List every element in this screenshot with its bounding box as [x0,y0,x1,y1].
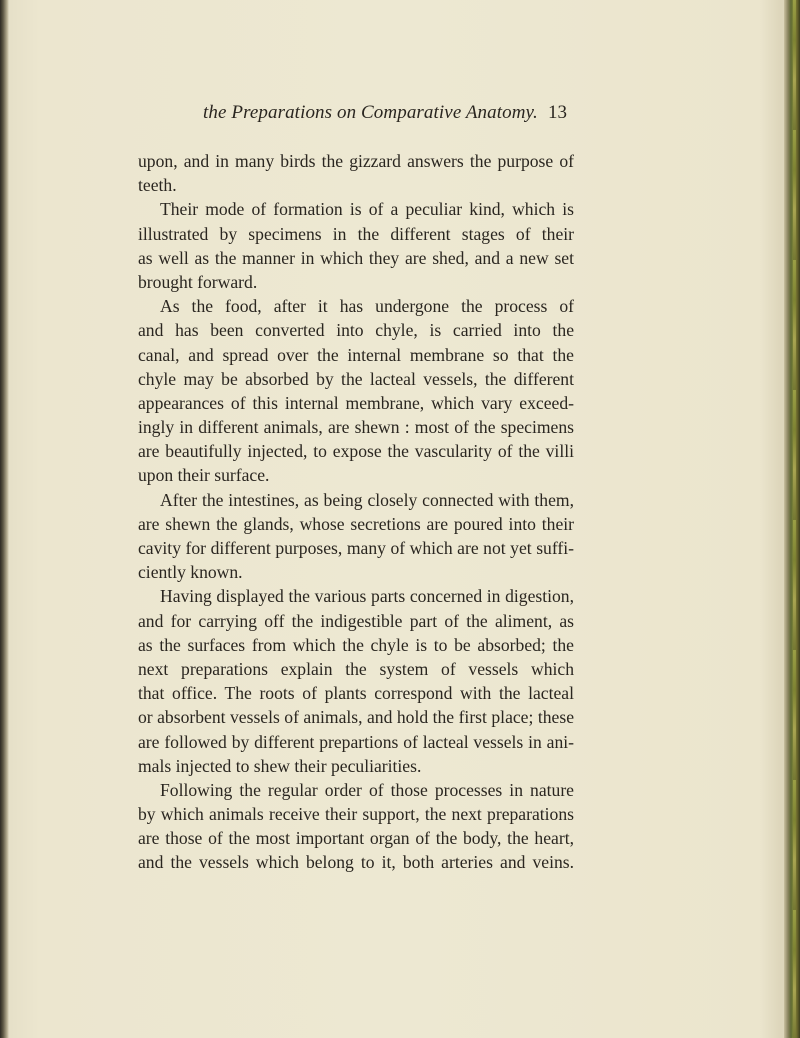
text-line: are beautifully injected, to expose the vascularity of the villi [138,441,574,462]
text-line: as well as the manner in which they are shed, and a new set [138,247,574,268]
text-line: cavity for different purposes, many of which are not yet suffi- [138,538,574,558]
text-line: and for carrying off the indigestible part of the aliment, as [138,610,574,631]
text-line: and the vessels which belong to it, both arteries and veins. [138,852,574,873]
text-line: or absorbent vessels of animals, and hold the first place; these [138,707,574,728]
text-line: are shewn the glands, whose secretions are poured into their [138,513,574,534]
paragraph-first-line: Following the regular order of those processes in nature [160,779,574,800]
page-header [0,100,800,130]
book-edge-binding [784,0,800,1038]
page-gutter-shadow [0,0,9,1038]
text-line: illustrated by specimens in the different stages of their [138,223,574,244]
text-line: upon their surface. [138,465,270,486]
text-line: canal, and spread over the internal membrane so that the [138,344,574,365]
text-line: are those of the most important organ of the body, the heart, [138,828,574,849]
text-line: ingly in different animals, are shewn : most of the specimens [138,417,574,438]
body-text [138,149,574,875]
text-line: by which animals receive their support, the next preparations [138,804,574,825]
text-line: upon, and in many birds the gizzard answers the purpose of [138,151,574,171]
text-line: are followed by different prepartions of lacteal vessels in ani- [138,731,574,752]
running-head: the Preparations on Comparative Anatomy. [203,102,538,123]
paragraph-first-line: As the food, after it has undergone the process of [160,296,574,317]
text-line: appearances of this internal membrane, which vary exceed- [138,392,574,413]
page-number: 13 [548,102,567,123]
text-line: that office. The roots of plants correspond with the lacteal [138,683,574,704]
text-line: ciently known. [138,562,243,583]
text-line: next preparations explain the system of vessels which [138,658,574,679]
book-edge-texture [793,0,796,1038]
paragraph-first-line: After the intestines, as being closely connected with them, [160,489,574,510]
text-line: and has been converted into chyle, is carried into the [138,320,574,341]
text-line: brought forward. [138,271,258,292]
paragraph-first-line: Their mode of formation is of a peculiar kind, which is [160,199,574,220]
text-line: teeth. [138,175,177,196]
paragraph-first-line: Having displayed the various parts concerned in digestion, [160,586,574,607]
text-line: as the surfaces from which the chyle is to be absorbed; the [138,634,574,655]
text-line: mals injected to shew their peculiarities. [138,755,422,776]
text-line: chyle may be absorbed by the lacteal vessels, the different [138,368,574,389]
